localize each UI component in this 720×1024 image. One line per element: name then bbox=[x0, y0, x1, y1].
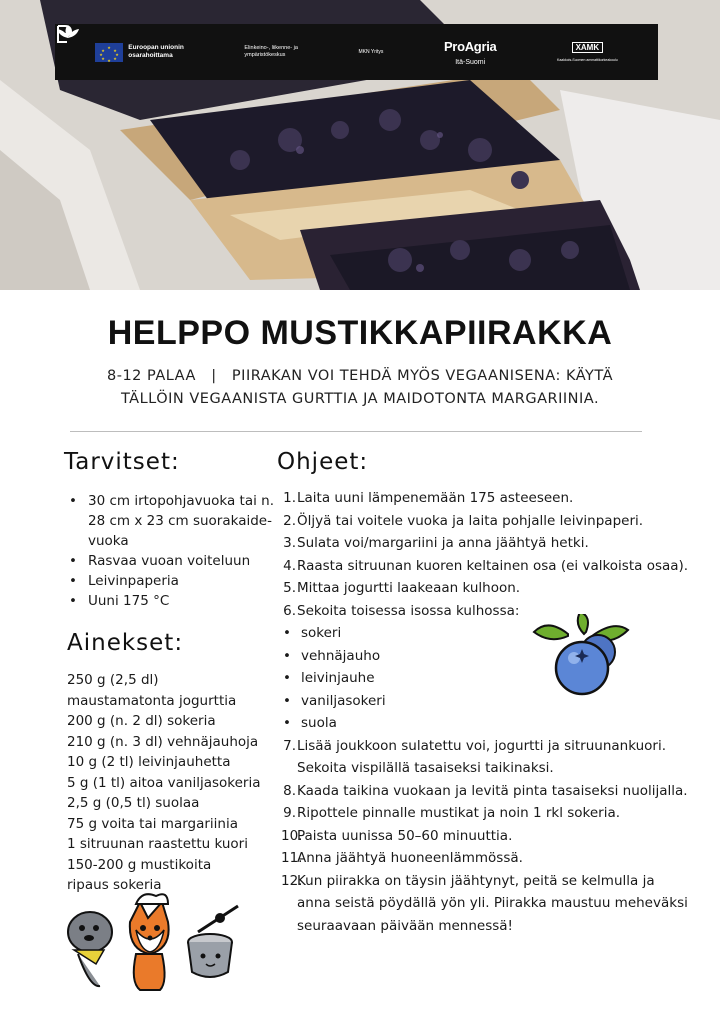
recipe-subtitle-line2: TÄLLÖIN VEGAANISTA GURTTIA JA MAIDOTONTA MARGARIINIA. bbox=[120, 391, 600, 407]
step-text: Kaada taikina vuokaan ja levitä pinta tasaiseksi nuolijalla. bbox=[297, 782, 688, 799]
proagria-region: Itä-Suomi bbox=[455, 58, 486, 66]
ingredient-line: 2,5 g (0,5 tl) suolaa bbox=[67, 795, 200, 811]
step-text: Anna jäähtyä huoneenlämmössä. bbox=[297, 850, 523, 866]
step-text: Lisää joukkoon sulatettu voi, jogurtti ja sitruunankuori. bbox=[297, 737, 667, 754]
instruction-step bbox=[281, 802, 713, 825]
sub-item-text: leivinjauhe bbox=[301, 670, 375, 686]
step-number: 6. bbox=[283, 602, 296, 619]
step-number: 5. bbox=[283, 580, 296, 596]
tools-item: • Leivinpaperia bbox=[64, 571, 284, 591]
sub-item bbox=[281, 645, 713, 668]
instruction-step bbox=[281, 555, 713, 578]
sub-item-text: suola bbox=[301, 715, 337, 731]
ingredient-line: ripaus sokeria bbox=[67, 877, 162, 893]
eu-flag-icon: ★ ★ ★ ★ ★ ★ ★ ★ bbox=[95, 43, 123, 62]
eu-logo bbox=[95, 43, 184, 62]
sub-item-text: sokeri bbox=[301, 625, 342, 641]
step-text: Ripottele pinnalle mustikat ja noin 1 rkl sokeria. bbox=[297, 805, 621, 821]
step-text: Mittaa jogurtti laakeaan kulhoon. bbox=[297, 580, 521, 596]
sub-item bbox=[281, 712, 713, 735]
bullet: • bbox=[283, 715, 291, 731]
ely-logo bbox=[244, 45, 298, 59]
divider bbox=[70, 431, 642, 432]
tools-heading: Tarvitset: bbox=[64, 449, 180, 475]
step-text: Paista uunissa 50–60 minuuttia. bbox=[297, 827, 513, 844]
step-text: anna seistä pöydällä yön yli. Piirakka maustuu meheväksi bbox=[297, 895, 688, 911]
step-text: Sekoita toisessa isossa kulhossa: bbox=[297, 602, 520, 619]
step-text: Öljyä tai voitele vuoka ja laita pohjalle leivinpaperi. bbox=[297, 512, 644, 529]
step-text: Raasta sitruunan kuoren keltainen osa (ei valkoista osaa). bbox=[297, 557, 689, 574]
ingredient-line: maustamatonta jogurttia bbox=[67, 692, 237, 709]
bullet: • bbox=[283, 670, 291, 686]
instruction-step bbox=[281, 510, 713, 533]
step-text: Laita uuni lämpenemään 175 asteeseen. bbox=[297, 490, 574, 506]
step-number: 7. bbox=[283, 737, 296, 754]
proagria-name: ProAgria bbox=[443, 38, 497, 54]
step-number: 4. bbox=[283, 557, 296, 574]
mkn-logo bbox=[358, 49, 383, 55]
ingredient-line: 250 g (2,5 dl) bbox=[67, 672, 159, 688]
ingredient-line: 5 g (1 tl) aitoa vaniljasokeria bbox=[67, 774, 261, 791]
tools-list bbox=[64, 491, 284, 611]
mascots-illustration bbox=[60, 892, 240, 992]
sub-item-text: vehnäjauho bbox=[301, 647, 381, 664]
instruction-step bbox=[281, 487, 713, 510]
ingredient-line: 200 g (n. 2 dl) sokeria bbox=[67, 713, 216, 729]
tools-item: • Rasvaa vuoan voiteluun bbox=[64, 551, 284, 571]
ingredients-heading: Ainekset: bbox=[67, 630, 184, 656]
recipe-subtitle-line1: 8-12 PALAA | PIIRAKAN VOI TEHDÄ MYÖS VEGAANISENA: KÄYTÄ bbox=[106, 368, 613, 384]
sub-item bbox=[281, 690, 713, 713]
recipe-title: HELPPO MUSTIKKAPIIRAKKA bbox=[107, 314, 613, 352]
ingredients-list bbox=[67, 670, 287, 896]
step-text: Kun piirakka on täysin jäähtynyt, peitä se kelmulla ja bbox=[297, 872, 655, 889]
recipe-subtitle bbox=[60, 365, 660, 411]
instruction-step bbox=[281, 532, 713, 555]
step-number: 2. bbox=[283, 512, 296, 529]
step-number: 1. bbox=[283, 490, 296, 506]
step-number: 9. bbox=[283, 805, 296, 821]
instruction-step bbox=[281, 825, 713, 848]
step-number: 11. bbox=[281, 850, 303, 866]
instructions-heading: Ohjeet: bbox=[277, 449, 369, 475]
xamk-logo bbox=[557, 42, 618, 62]
sub-item-text: vaniljasokeri bbox=[301, 692, 386, 709]
mkn-flower-icon bbox=[55, 24, 81, 40]
tools-item: • Uuni 175 °C bbox=[64, 591, 284, 611]
instructions-list bbox=[281, 487, 713, 937]
sub-item bbox=[281, 622, 713, 645]
ingredient-line: 1 sitruunan raastettu kuori bbox=[67, 836, 248, 852]
step-text: seuraavaan päivään mennessä! bbox=[297, 917, 513, 934]
step-number: 10. bbox=[281, 827, 303, 844]
bullet: • bbox=[283, 625, 291, 641]
instruction-step bbox=[281, 577, 713, 600]
eu-logo-line2: osarahoittama bbox=[128, 52, 173, 59]
bullet: • bbox=[283, 647, 291, 664]
mkn-logo-text: MKN Yritys bbox=[358, 49, 384, 55]
sub-item bbox=[281, 667, 713, 690]
instruction-step bbox=[281, 780, 713, 803]
tools-item: • 30 cm irtopohjavuoka tai n. 28 cm x 23 cm suorakaide-vuoka bbox=[64, 491, 284, 551]
ely-logo-line2: ympäristökeskus bbox=[244, 52, 286, 58]
xamk-subtitle: Kaakkois-Suomen ammattikorkeakoulu bbox=[557, 58, 618, 62]
ely-logo-line1: Elinkeino-, liikenne- ja bbox=[244, 45, 298, 51]
ingredient-line: 150-200 g mustikoita bbox=[67, 856, 212, 873]
instruction-step bbox=[281, 735, 713, 780]
instruction-step bbox=[281, 847, 713, 870]
xamk-name: XAMK bbox=[572, 42, 604, 53]
hero-photo bbox=[0, 0, 720, 290]
step-number: 12. bbox=[281, 872, 303, 889]
step-text: Sekoita vispilällä tasaiseksi taikinaksi. bbox=[297, 760, 554, 776]
eu-logo-line1: Euroopan unionin bbox=[128, 44, 184, 51]
step-number: 8. bbox=[283, 782, 296, 799]
ingredient-line: 10 g (2 tl) leivinjauhetta bbox=[67, 754, 231, 770]
instruction-step bbox=[281, 870, 713, 938]
bullet: • bbox=[283, 692, 291, 709]
step-number: 3. bbox=[283, 535, 296, 551]
blueberry-icon bbox=[528, 614, 632, 698]
ingredient-line: 75 g voita tai margariinia bbox=[67, 815, 239, 832]
step-text: Sulata voi/margariini ja anna jäähtyä hetki. bbox=[297, 535, 589, 551]
instruction-step bbox=[281, 600, 713, 623]
proagria-logo bbox=[444, 39, 497, 66]
sponsor-logo-bar bbox=[55, 24, 658, 80]
ingredient-line: 210 g (n. 3 dl) vehnäjauhoja bbox=[67, 733, 259, 750]
